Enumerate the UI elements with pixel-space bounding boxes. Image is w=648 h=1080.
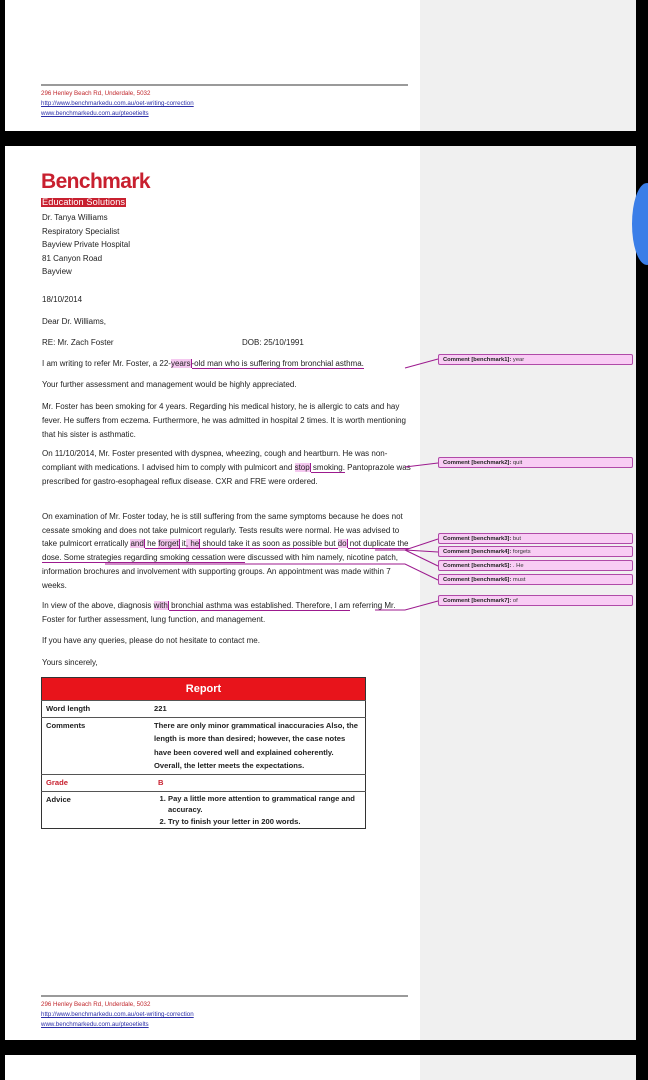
comment-text: . He	[512, 563, 524, 569]
comment-label: Comment [benchmark6]:	[443, 577, 512, 583]
salutation: Dear Dr. Williams,	[42, 317, 107, 326]
comment-connector-lines	[5, 146, 636, 1040]
text: it	[179, 539, 186, 549]
highlighted-text[interactable]: stop	[294, 463, 310, 472]
recipient-line: Respiratory Specialist	[42, 226, 120, 236]
text: discussed with him namely, nicotine patch, information brochures and involvement with supporting groups. An appointment was made within 7 weeks.	[42, 553, 399, 590]
closing: Yours sincerely,	[42, 658, 98, 667]
comment-text: quit	[512, 460, 523, 466]
text: In view of the above, diagnosis	[42, 601, 154, 610]
comment-benchmark1[interactable]	[438, 354, 633, 365]
comment-text: year	[512, 357, 525, 363]
advice-item: 2. Try to finish your letter in 200 words.	[168, 816, 361, 828]
dob-line: DOB: 25/10/1991	[242, 338, 304, 347]
footer-link-pte[interactable]: www.benchmarkedu.com.au/pteoetielts	[41, 110, 149, 117]
page-footer	[41, 995, 408, 1030]
re-line: RE: Mr. Zach Foster	[42, 338, 114, 347]
text: On 11/10/2014, Mr. Foster presented with dyspnea, wheezing, cough and heartburn. He was non-compliant with medications. I advised him to comply with pulmicort and	[42, 449, 388, 472]
recipient-line: 81 Canyon Road	[42, 253, 103, 263]
comment-text: forgets	[512, 549, 531, 555]
comment-benchmark3[interactable]	[438, 533, 633, 544]
document-page-1	[5, 0, 636, 131]
highlighted-text[interactable]: , he	[185, 539, 200, 549]
highlighted-text[interactable]: with	[153, 601, 168, 610]
text: bronchial asthma was established. Therefore, I am	[168, 601, 351, 610]
grade-value: B	[150, 774, 366, 791]
text: Pantoprazole was prescribed for gastro-esophageal reflux disease. CXR and FRE were ordered.	[42, 463, 411, 486]
footer-rule	[41, 84, 408, 86]
comment-label: Comment [benchmark2]:	[443, 460, 512, 466]
text: smoking.	[310, 463, 345, 472]
advice-item: 1. Pay a little more attention to grammatical range and accuracy.	[168, 793, 361, 816]
comment-label: Comment [benchmark4]:	[443, 549, 512, 555]
footer-address: 296 Henley Beach Rd, Underdale, 5032	[41, 1001, 151, 1008]
document-page-2	[5, 146, 636, 1040]
comment-text: of	[512, 598, 518, 604]
word-length-label: Word length	[42, 701, 151, 718]
footer-link-oet[interactable]: http://www.benchmarkedu.com.au/oet-writing-correction	[41, 1011, 194, 1018]
recipient-line: Bayview	[42, 267, 72, 277]
comment-label: Comment [benchmark5]:	[443, 563, 512, 569]
advice-list	[150, 791, 366, 829]
paragraph-3: Mr. Foster has been smoking for 4 years. Regarding his medical history, he is allergic to cats and hay fever. He suffers from eczema. Furthermore, he was admitted in hospital 2 times. It is worth mentioning that his sister is asthmatic.	[42, 402, 407, 439]
advice-label: Advice	[42, 791, 151, 829]
comment-benchmark4[interactable]	[438, 546, 633, 557]
comment-benchmark6[interactable]	[438, 574, 633, 585]
highlighted-text[interactable]: forget	[158, 539, 179, 549]
highlighted-text[interactable]: do	[337, 539, 347, 549]
text: should take it as soon as possible but	[200, 539, 338, 549]
logo-tagline: Education Solutions	[42, 197, 126, 207]
comments-label: Comments	[42, 717, 151, 774]
comment-benchmark7[interactable]	[438, 595, 633, 606]
comment-margin-pane	[420, 1055, 636, 1080]
comment-label: Comment [benchmark7]:	[443, 598, 512, 604]
paragraph-7: If you have any queries, please do not hesitate to contact me.	[42, 636, 260, 645]
highlighted-text[interactable]: and	[130, 539, 144, 549]
page-footer	[41, 84, 408, 119]
comments-value: There are only minor grammatical inaccuracies Also, the length is more than desired; however, the case notes have been covered well and explained coherently. Overall, the letter meets the expectations.	[150, 717, 366, 774]
comment-benchmark2[interactable]	[438, 457, 633, 468]
footer-link-oet[interactable]: http://www.benchmarkedu.com.au/oet-writing-correction	[41, 100, 194, 107]
recipient-line: Bayview Private Hospital	[42, 240, 131, 250]
comment-label: Comment [benchmark3]:	[443, 536, 512, 542]
recipient-line: Dr. Tanya Williams	[42, 213, 108, 222]
paragraph-2: Your further assessment and management would be highly appreciated.	[42, 380, 297, 389]
document-page-3	[5, 1055, 636, 1080]
report-title: Report	[42, 678, 366, 701]
highlighted-text[interactable]: years	[170, 359, 191, 368]
footer-link-pte[interactable]: www.benchmarkedu.com.au/pteoetielts	[41, 1021, 149, 1028]
grade-label: Grade	[42, 774, 151, 791]
text: I am writing to refer Mr. Foster, a 22-	[42, 359, 171, 368]
comment-text: but	[512, 536, 521, 542]
logo-name: Benchmark	[41, 170, 150, 193]
word-length-value: 221	[150, 701, 366, 718]
letter-date: 18/10/2014	[42, 295, 83, 304]
text: referring Mr. Foster for further assessment, lung function, and management.	[42, 601, 396, 624]
text: -old man who is suffering from bronchial asthma.	[191, 359, 364, 368]
report-table	[41, 677, 366, 829]
comment-margin-pane	[420, 0, 636, 131]
text: he	[144, 539, 159, 549]
comment-benchmark5[interactable]	[438, 560, 633, 571]
footer-address: 296 Henley Beach Rd, Underdale, 5032	[41, 90, 151, 97]
footer-rule	[41, 995, 408, 997]
comment-label: Comment [benchmark1]:	[443, 357, 512, 363]
text: not duplicate the dose. Some strategies regarding smoking cessation were	[42, 539, 409, 563]
text: On examination of Mr. Foster today, he is still suffering from the same symptoms because he does not cessate smoking and does not take pulmicort regularly. Tests results were normal. He was advised to take pulmicort erratically	[42, 512, 403, 549]
comment-text: must	[512, 577, 526, 583]
